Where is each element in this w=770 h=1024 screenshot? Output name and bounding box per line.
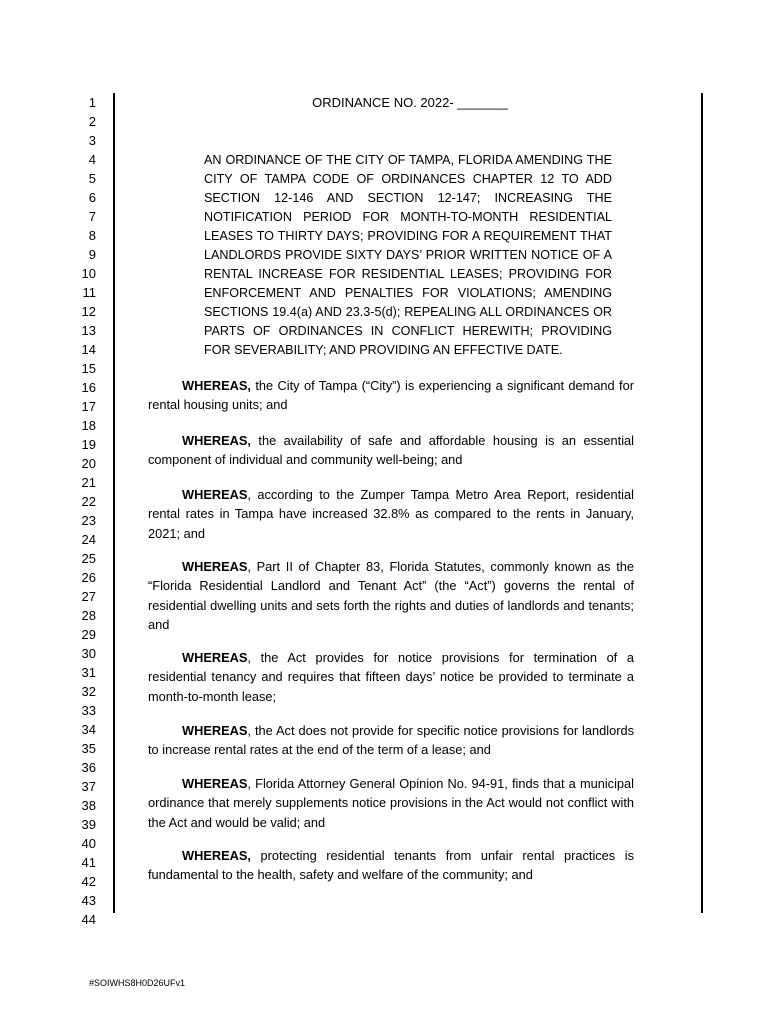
line-number: 26: [81, 570, 96, 585]
line-number: 35: [81, 741, 96, 756]
whereas-lead: WHEREAS: [182, 487, 248, 502]
whereas-paragraph: [148, 376, 634, 415]
line-number: 1: [88, 95, 96, 110]
whereas-paragraph: [148, 485, 634, 543]
line-number: 24: [81, 532, 96, 547]
line-number: 27: [81, 589, 96, 604]
whereas-paragraph: [148, 557, 634, 635]
line-number: 42: [81, 874, 96, 889]
ordinance-title: ORDINANCE NO. 2022- _______: [312, 95, 508, 110]
line-number: 6: [88, 190, 96, 205]
line-number: 21: [81, 475, 96, 490]
whereas-text: , Part II of Chapter 83, Florida Statutes, commonly known as the “Florida Residential Landlord and Tenant Act” (the “Act”) governs the rental of residential dwelling units and sets forth the rights and duties of landlords and tenants; and: [148, 559, 634, 633]
line-number: 3: [88, 133, 96, 148]
line-number: 20: [81, 456, 96, 471]
right-margin-rule: [701, 93, 703, 913]
line-number: 17: [81, 399, 96, 414]
line-number: 15: [81, 361, 96, 376]
line-number: 43: [81, 893, 96, 908]
line-number: 44: [81, 912, 96, 927]
whereas-text: , according to the Zumper Tampa Metro Area Report, residential rental rates in Tampa have increased 32.8% as compared to the rents in January, 2021; and: [148, 487, 634, 541]
line-number: 36: [81, 760, 96, 775]
whereas-paragraph: [148, 648, 634, 706]
line-number: 19: [81, 437, 96, 452]
line-number: 25: [81, 551, 96, 566]
line-number: 4: [88, 152, 96, 167]
ordinance-caption: AN ORDINANCE OF THE CITY OF TAMPA, FLORIDA AMENDING THE CITY OF TAMPA CODE OF ORDINANCES CHAPTER 12 TO ADD SECTION 12-146 AND SECTION 12-147; INCREASING THE NOTIFICATION PERIOD FOR MONTH-TO-MONTH RESIDENTIAL LEASES TO THIRTY DAYS; PROVIDING FOR A REQUIREMENT THAT LANDLORDS PROVIDE SIXTY DAYS’ PRIOR WRITTEN NOTICE OF A RENTAL INCREASE FOR RESIDENTIAL LEASES; PROVIDING FOR ENFORCEMENT AND PENALTIES FOR VIOLATIONS; AMENDING SECTIONS 19.4(a) AND 23.3-5(d); REPEALING ALL ORDINANCES OR PARTS OF ORDINANCES IN CONFLICT HEREWITH; PROVIDING FOR SEVERABILITY; AND PROVIDING AN EFFECTIVE DATE.: [204, 153, 612, 357]
line-number: 10: [81, 266, 96, 281]
line-number: 22: [81, 494, 96, 509]
whereas-text: , the Act provides for notice provisions for termination of a residential tenancy and requires that fifteen days’ notice be provided to terminate a month-to-month lease;: [148, 650, 634, 704]
line-number: 33: [81, 703, 96, 718]
whereas-text: , Florida Attorney General Opinion No. 94-91, finds that a municipal ordinance that merely supplements notice provisions in the Act would not conflict with the Act and would be valid; and: [148, 776, 634, 830]
line-number: 28: [81, 608, 96, 623]
line-number: 11: [82, 285, 96, 300]
whereas-lead: WHEREAS: [182, 650, 248, 665]
line-number: 40: [81, 836, 96, 851]
line-number: 14: [81, 342, 96, 357]
whereas-lead: WHEREAS,: [182, 433, 251, 448]
line-number: 7: [88, 209, 96, 224]
whereas-paragraph: [148, 846, 634, 885]
line-number: 39: [81, 817, 96, 832]
line-number: 38: [81, 798, 96, 813]
line-number: 13: [81, 323, 96, 338]
whereas-lead: WHEREAS,: [182, 378, 251, 393]
line-number: 2: [88, 114, 96, 129]
whereas-lead: WHEREAS: [182, 776, 248, 791]
whereas-paragraph: [148, 774, 634, 832]
whereas-lead: WHEREAS: [182, 559, 248, 574]
whereas-lead: WHEREAS: [182, 723, 248, 738]
line-number: 30: [81, 646, 96, 661]
whereas-text: the City of Tampa (“City”) is experiencing a significant demand for rental housing units; and: [148, 378, 634, 413]
document-id-footer: #SOIWHS8H0D26UFv1: [89, 978, 186, 988]
line-number: 18: [81, 418, 96, 433]
line-number: 41: [81, 855, 96, 870]
line-number: 5: [88, 171, 96, 186]
whereas-lead: WHEREAS,: [182, 848, 251, 863]
whereas-text: , the Act does not provide for specific notice provisions for landlords to increase rental rates at the end of the term of a lease; and: [148, 723, 634, 758]
line-number: 34: [81, 722, 96, 737]
whereas-paragraph: [148, 431, 634, 470]
line-number: 29: [81, 627, 96, 642]
line-number: 8: [88, 228, 96, 243]
line-number: 12: [81, 304, 96, 319]
line-number: 16: [81, 380, 96, 395]
line-number: 23: [81, 513, 96, 528]
whereas-text: protecting residential tenants from unfair rental practices is fundamental to the health, safety and welfare of the community; and: [148, 848, 634, 883]
line-number: 32: [81, 684, 96, 699]
whereas-text: the availability of safe and affordable housing is an essential component of individual and community well-being; and: [148, 433, 634, 468]
left-margin-rule: [113, 93, 115, 913]
whereas-paragraph: [148, 721, 634, 760]
line-number: 37: [81, 779, 96, 794]
line-number: 9: [88, 247, 96, 262]
line-number: 31: [81, 665, 96, 680]
